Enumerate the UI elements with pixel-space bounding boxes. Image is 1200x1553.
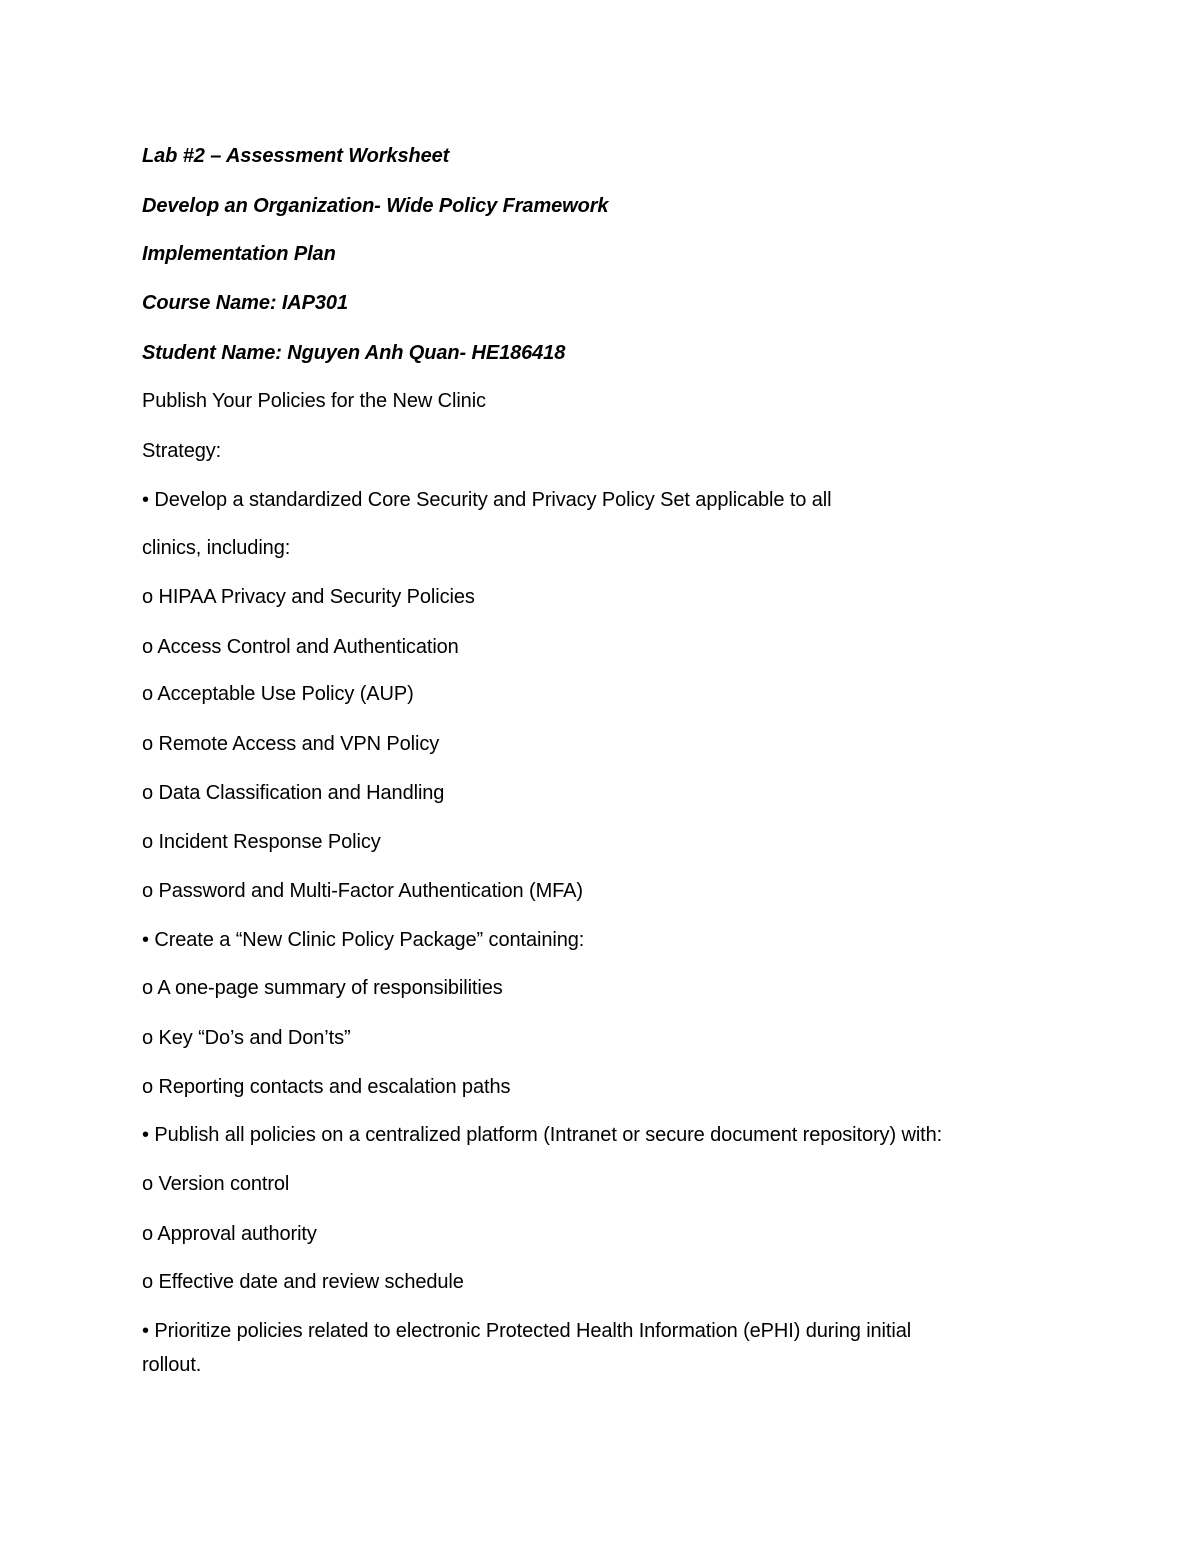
student-name: Student Name: Nguyen Anh Quan- HE186418 bbox=[142, 342, 566, 364]
sub-list-item: o Key “Do’s and Don’ts” bbox=[142, 1027, 351, 1049]
lab-title: Lab #2 – Assessment Worksheet bbox=[142, 145, 450, 167]
sub-list-item: o A one-page summary of responsibilities bbox=[142, 977, 503, 999]
course-name: Course Name: IAP301 bbox=[142, 292, 348, 314]
plan-title: Implementation Plan bbox=[142, 243, 336, 265]
bullet-item: • Publish all policies on a centralized platform (Intranet or secure document repository) with: bbox=[142, 1124, 943, 1146]
section-title: Publish Your Policies for the New Clinic bbox=[142, 390, 486, 412]
worksheet-subtitle: Develop an Organization- Wide Policy Framework bbox=[142, 195, 609, 217]
sub-list-item: o Version control bbox=[142, 1173, 290, 1195]
sub-list-item: o Remote Access and VPN Policy bbox=[142, 733, 440, 755]
strategy-label: Strategy: bbox=[142, 440, 222, 462]
bullet-item-continuation: clinics, including: bbox=[142, 537, 291, 559]
sub-list-item: o HIPAA Privacy and Security Policies bbox=[142, 586, 475, 608]
sub-list-item: o Access Control and Authentication bbox=[142, 636, 459, 658]
sub-list-item: o Approval authority bbox=[142, 1223, 317, 1245]
bullet-item-continuation: rollout. bbox=[142, 1354, 202, 1376]
sub-list-item: o Incident Response Policy bbox=[142, 831, 381, 853]
sub-list-item: o Reporting contacts and escalation paths bbox=[142, 1076, 511, 1098]
sub-list-item: o Acceptable Use Policy (AUP) bbox=[142, 683, 414, 705]
bullet-item: • Develop a standardized Core Security and Privacy Policy Set applicable to all bbox=[142, 489, 832, 511]
sub-list-item: o Data Classification and Handling bbox=[142, 782, 445, 804]
bullet-item: • Create a “New Clinic Policy Package” containing: bbox=[142, 929, 585, 951]
sub-list-item: o Password and Multi-Factor Authentication (MFA) bbox=[142, 880, 583, 902]
bullet-item: • Prioritize policies related to electronic Protected Health Information (ePHI) during initial bbox=[142, 1320, 912, 1342]
sub-list-item: o Effective date and review schedule bbox=[142, 1271, 464, 1293]
